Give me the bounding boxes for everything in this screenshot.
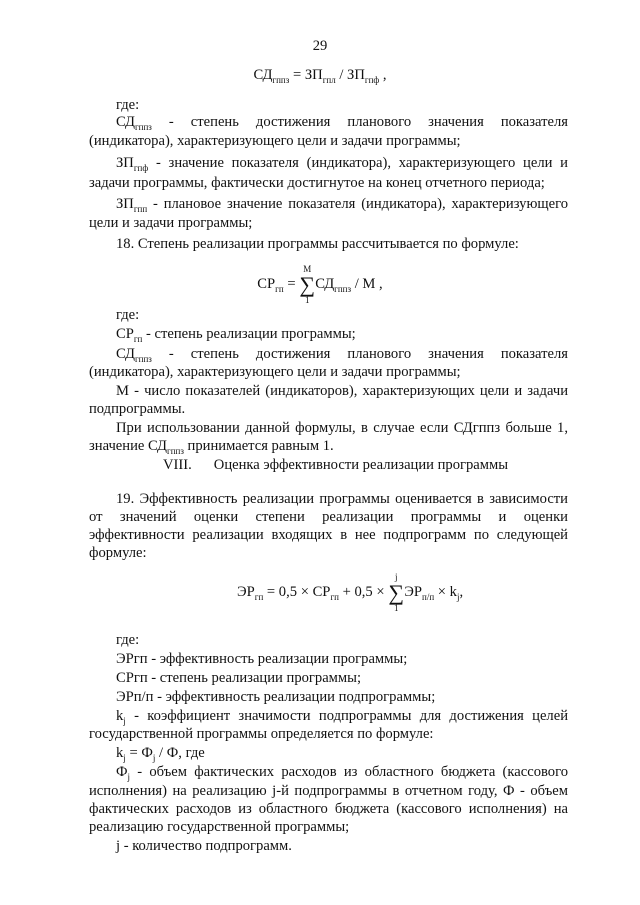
usage-note: значение $СД_{гппз}$ принимается равным 1. bbox=[89, 438, 334, 456]
section-number: VIII. bbox=[163, 457, 192, 473]
definition-line: ЭРп/п - эффективность реализации подпрограммы; bbox=[116, 689, 436, 705]
definition-line: j - количество подпрограмм. bbox=[116, 838, 292, 854]
paragraph-19: эффективности реализации входящих в нее подпрограмм по следующей bbox=[89, 527, 568, 543]
definition-line: СРгп - степень реализации программы; bbox=[116, 670, 362, 686]
definition-line: $Ф_j$ - объем фактических расходов из областного бюджета (кассового bbox=[116, 764, 568, 782]
definition-line: $k_j$ - коэффициент значимости подпрограммы для достижения целей bbox=[116, 708, 568, 726]
paragraph-19: от значений оценки степени реализации программы и оценки bbox=[89, 509, 568, 525]
formula-cr: $СР_{гп}$ = M ∑ 1 $СД_{гппз}$ / M , bbox=[257, 263, 383, 305]
where-label: где: bbox=[116, 97, 140, 113]
sum-symbol: M ∑ 1 bbox=[299, 263, 316, 305]
where-label: где: bbox=[116, 632, 140, 648]
definition-line: фактических расходов из областного бюджета (кассового исполнения) на bbox=[89, 801, 568, 817]
where-label: где: bbox=[116, 307, 140, 323]
definition-line: (индикатора), характеризующего цели и задачи программы; bbox=[89, 133, 461, 149]
definition-line: $ЗП_{гпп}$ - плановое значение показателя (индикатора), характеризующего bbox=[116, 196, 568, 214]
definition-line: задачи программы, фактически достигнутое на конец отчетного периода; bbox=[89, 175, 545, 191]
definition-line: ЭРгп - эффективность реализации программы; bbox=[116, 651, 408, 667]
definition-line: М - число показателей (индикаторов), характеризующих цели и задачи bbox=[116, 383, 568, 399]
definition-line: (индикатора), характеризующего цели и задачи программы; bbox=[89, 364, 461, 380]
definition-line: исполнения) на реализацию j-й подпрограммы в отчетном году, Ф - объем bbox=[89, 783, 568, 799]
definition-line: $ЗП_{гпф}$ - значение показателя (индикатора), характеризующего цели и bbox=[116, 155, 568, 173]
page-number: 29 bbox=[312, 38, 328, 54]
section-heading bbox=[163, 457, 508, 474]
formula-er: $ЭР_{гп} = 0,5 \times СР_{гп} + 0,5$ × j ∑ 1 $ЭР_{п/п} \times k_j$, bbox=[237, 571, 464, 613]
definition-line: $СР_{гп}$ - степень реализации программы; bbox=[116, 326, 356, 344]
paragraph-19: формуле: bbox=[89, 545, 147, 561]
formula-sd: $СД_{гппз} = ЗП_{гпл} / ЗП_{гпф}$ , bbox=[253, 67, 387, 85]
definition-line: $СД_{гппз}$ - степень достижения планового значения показателя bbox=[116, 346, 568, 364]
definition-line: $СД_{гппз}$ - степень достижения планового значения показателя bbox=[116, 114, 568, 132]
definition-line: подпрограммы. bbox=[89, 401, 186, 417]
definition-line: цели и задачи программы; bbox=[89, 215, 253, 231]
definition-line: государственной программы определяется по формуле: bbox=[89, 726, 434, 742]
paragraph-18: 18. Степень реализации программы рассчитывается по формуле: bbox=[116, 236, 519, 252]
k-formula: $k_j = Ф_j / Ф$, где bbox=[116, 745, 205, 763]
section-title: Оценка эффективности реализации программы bbox=[213, 457, 509, 473]
paragraph-19: 19. Эффективность реализации программы оценивается в зависимости bbox=[116, 491, 568, 507]
sum-symbol: j ∑ 1 bbox=[388, 571, 405, 613]
usage-note: При использовании данной формулы, в случае если СДгппз больше 1, bbox=[116, 420, 568, 436]
definition-line: реализацию государственной программы; bbox=[89, 819, 350, 835]
